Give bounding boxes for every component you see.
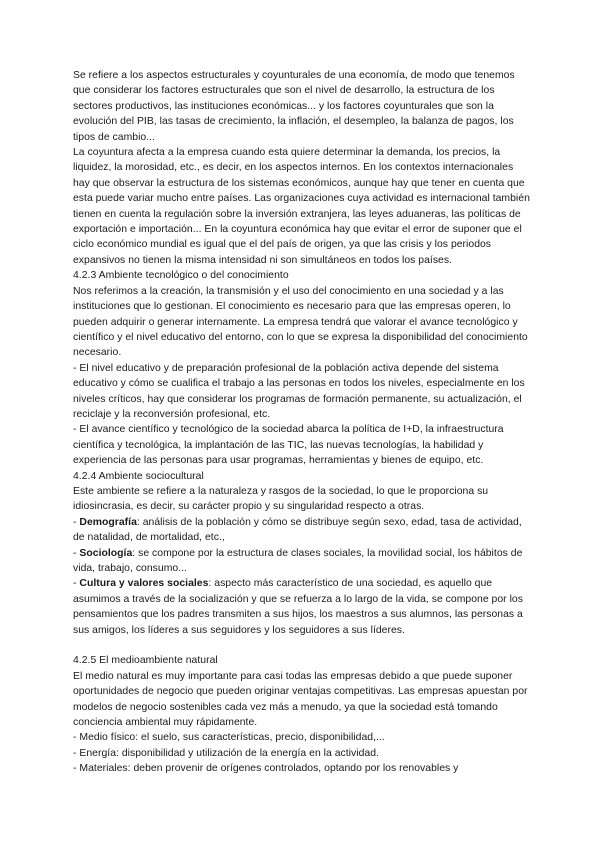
paragraph-tecnologico-educativo: - El nivel educativo y de preparación profesional de la población activa depende del sistema educativo y cómo se cualifica el trabajo a las personas en todos los niveles, especialmente en los niveles críticos, hay que considerar los programas de formación permanente, su actualización, el reciclaje y la reconversión profesional, etc. xyxy=(73,362,525,420)
term-cultura: Cultura y valores sociales xyxy=(79,578,209,590)
paragraph-gap xyxy=(73,638,531,653)
definition-demografia: : análisis de la población y cómo se distribuye según sexo, edad, tasa de actividad, de natalidad, de mortalidad, etc., xyxy=(73,516,522,544)
definition-sociologia: : se compone por la estructura de clases sociales, la movilidad social, los hábitos de vida, trabajo, consumo... xyxy=(73,547,523,574)
section-heading-medioambiente: 4.2.5 El medioambiente natural xyxy=(73,655,218,667)
term-demografia: Demografía xyxy=(79,516,137,528)
definition-cultura: : aspecto más característico de una sociedad, es aquello que asumimos a través de la socialización y que se refuerza a lo largo de la vida, se compone por los pensamientos que los padres transmiten a sus hijos, los maestros a sus alumnos, las personas a sus amigos, los líderes a sus seguidores y los seguidores a sus líderes. xyxy=(73,578,523,636)
list-item-cultura xyxy=(73,576,531,638)
bullet-prefix: - xyxy=(73,547,80,559)
document-body xyxy=(73,68,531,777)
term-sociologia: Sociología xyxy=(79,547,133,559)
list-item-energia: - Energía: disponibilidad y utilización de la energía en la actividad. xyxy=(73,747,379,759)
paragraph-economic-coyuntura: La coyuntura afecta a la empresa cuando esta quiere determinar la demanda, los precios, la liquidez, la morosidad, etc., es decir, en los aspectos internos. En los contextos internacionales hay que observar la estructura de los sistemas económicos, aunque hay que tener en cuenta que esta puede variar mucho entre países. Las organizaciones cuya actividad es internacional también tienen en cuenta la regulación sobre la inversión extranjera, las leyes aduaneras, las políticas de exportación e importación... En la coyuntura económica hay que evitar el error de suponer que el ciclo económico mundial es igual que el del país de origen, ya que las crisis y los periodos expansivos no tienen la misma intensidad ni son simultáneos en todos los países. xyxy=(73,147,530,266)
paragraph-medioambiente-intro: El medio natural es muy importante para casi todas las empresas debido a que puede suponer oportunidades de negocio que pueden originar ventajas competitivas. Las empresas apuestan por modelos de negocio sostenibles cada vez más a menudo, ya que la sociedad está tomando conciencia ambiental muy rápidamente. xyxy=(73,670,528,729)
section-heading-tecnologico: 4.2.3 Ambiente tecnológico o del conocimiento xyxy=(73,270,289,282)
paragraph-economic-structure: Se refiere a los aspectos estructurales y coyunturales de una economía, de modo que tenemos que considerar los factores estructurales que son el nivel de desarrollo, la estructura de los sectores productivos, las instituciones económicas... y los factores coyunturales que son la evolución del PIB, las tasas de crecimiento, la inflación, el desempleo, la balanza de pagos, los tipos de cambio... xyxy=(73,70,515,143)
bullet-prefix: - xyxy=(73,516,80,528)
bullet-prefix: - xyxy=(73,578,80,590)
list-item-medio-fisico: - Medio físico: el suelo, sus características, precio, disponibilidad,... xyxy=(73,732,385,744)
paragraph-tecnologico-avance: - El avance científico y tecnológico de la sociedad abarca la política de I+D, la infraestructura científica y tecnológica, la implantación de las TIC, las nuevas tecnologías, la habilidad y experiencia de las personas para usar programas, herramientas y bienes de equipo, etc. xyxy=(73,424,504,467)
section-heading-sociocultural: 4.2.4 Ambiente sociocultural xyxy=(73,470,204,482)
list-item-demografia xyxy=(73,515,531,546)
paragraph-sociocultural-intro: Este ambiente se refiere a la naturaleza y rasgos de la sociedad, lo que le proporciona su idiosincrasia, es decir, su carácter propio y su singularidad respecto a otras. xyxy=(73,485,489,513)
paragraph-tecnologico-intro: Nos referimos a la creación, la transmisión y el uso del conocimiento en una sociedad y a las instituciones que lo gestionan. El conocimiento es necesario para que las empresas operen, lo pueden adquirir o generar internamente. La empresa tendrá que valorar el avance tecnológico y científico y el nivel educativo del entorno, con lo que se expresa la disponibilidad del conocimiento necesario. xyxy=(73,285,528,359)
list-item-materiales: - Materiales: deben provenir de orígenes controlados, optando por los renovables y xyxy=(73,763,459,775)
list-item-sociologia xyxy=(73,546,531,577)
